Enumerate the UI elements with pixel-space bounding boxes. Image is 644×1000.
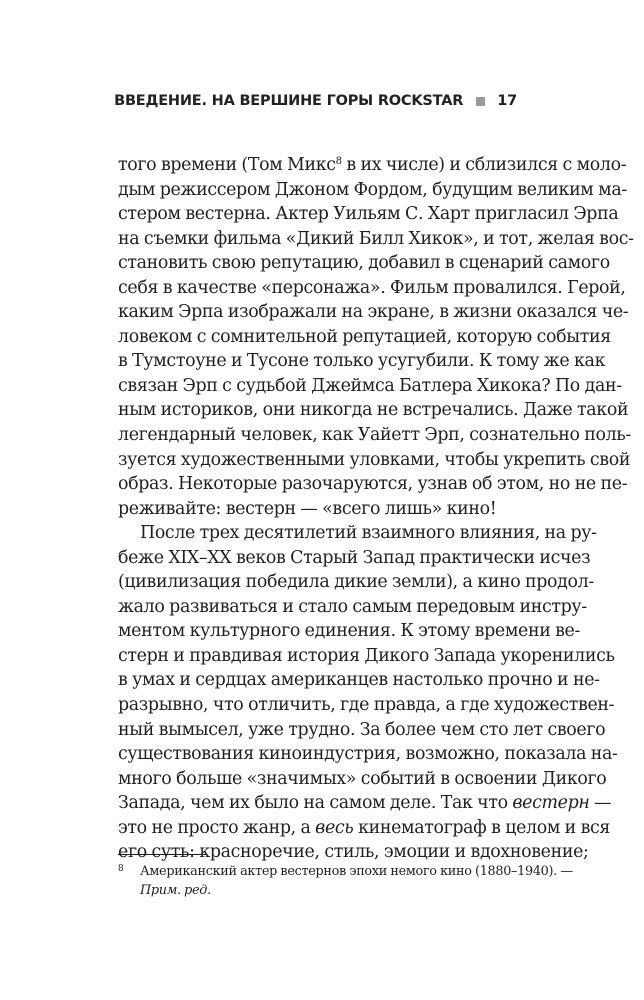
text-line: ный вымысел, уже трудно. За более чем сто лет своего	[118, 719, 606, 740]
text-line: стерн и правдивая история Дикого Запада укоренились	[118, 645, 615, 666]
chapter-title: ВВЕДЕНИЕ. НА ВЕРШИНЕ ГОРЫ ROCKSTAR	[114, 93, 464, 109]
text-line: Запада, чем их было на самом деле. Так что вестерн —	[118, 793, 612, 814]
text-line: его суть: красноречие, стиль, эмоции и вдохновение;	[118, 842, 589, 863]
text-line: на съемки фильма «Дикий Билл Хикок», и тот, желая вос-	[118, 228, 634, 249]
text-line: в умах и сердцах американцев настолько прочно и не-	[118, 670, 600, 691]
text-line: стером вестерна. Актер Уильям С. Харт пригласил Эрпа	[118, 204, 619, 225]
text-line: беже XIX–XX веков Старый Запад практически исчез	[118, 547, 591, 568]
footnote-marker: 8	[118, 864, 124, 874]
text-line: образ. Некоторые разочаруются, узнав об этом, но не пе-	[118, 474, 628, 495]
text-line: легендарный человек, как Уайетт Эрп, сознательно поль-	[118, 425, 631, 446]
text-line: ментом культурного единения. К этому времени ве-	[118, 621, 581, 642]
footnote-ref[interactable]: 8	[335, 156, 342, 167]
square-separator-icon	[476, 97, 485, 106]
body-text	[118, 153, 634, 865]
text-line: существования киноиндустрия, возможно, показала на-	[118, 744, 618, 765]
running-head	[114, 93, 517, 109]
text-line: реживайте: вестерн — «всего лишь» кино!	[118, 498, 497, 519]
page-number: 17	[497, 93, 517, 109]
text-line: того времени (Том Микс$^8$ в их числе) и сблизился с моло-	[118, 155, 627, 175]
emphasis: вестерн —	[512, 793, 612, 814]
emphasis: весь	[315, 817, 354, 838]
footnote	[118, 860, 573, 900]
text-line: (цивилизация победила дикие земли), а кино продол-	[118, 572, 594, 593]
text-line: каким Эрпа изображали на экране, в жизни оказался че-	[118, 302, 629, 323]
text-line: много больше «значимых» событий в освоении Дикого	[118, 768, 607, 789]
text-line: жало развиваться и стало самым передовым инстру-	[118, 596, 587, 617]
footnote-line: Прим. ред.	[140, 883, 211, 898]
text-line: себя в качестве «персонажа». Фильм провалился. Герой,	[118, 277, 626, 298]
text-line: связан Эрп с судьбой Джеймса Батлера Хикока? По дан-	[118, 375, 622, 396]
footnote-line: 8 Американский актер вестернов эпохи немого кино (1880–1940). —	[118, 860, 527, 881]
text-line: дым режиссером Джоном Фордом, будущим великим ма-	[118, 179, 627, 200]
text-line: ловеком с сомнительной репутацией, которую события	[118, 326, 611, 347]
text-line: это не просто жанр, а весь кинематограф в целом и вся	[118, 817, 611, 838]
text-line: После трех десятилетий взаимного влияния, на ру-	[140, 523, 597, 544]
text-line: зуется художественными уловками, чтобы укрепить свой	[118, 449, 631, 470]
text-line: становить свою репутацию, добавил в сценарий самого	[118, 253, 610, 274]
text-line: ным историков, они никогда не встречались. Даже такой	[118, 400, 629, 421]
footnote-divider	[118, 854, 206, 855]
text-line: разрывно, что отличить, где правда, а где художествен-	[118, 695, 615, 716]
text-line: в Тумстоуне и Тусоне только усугубили. К тому же как	[118, 351, 606, 372]
